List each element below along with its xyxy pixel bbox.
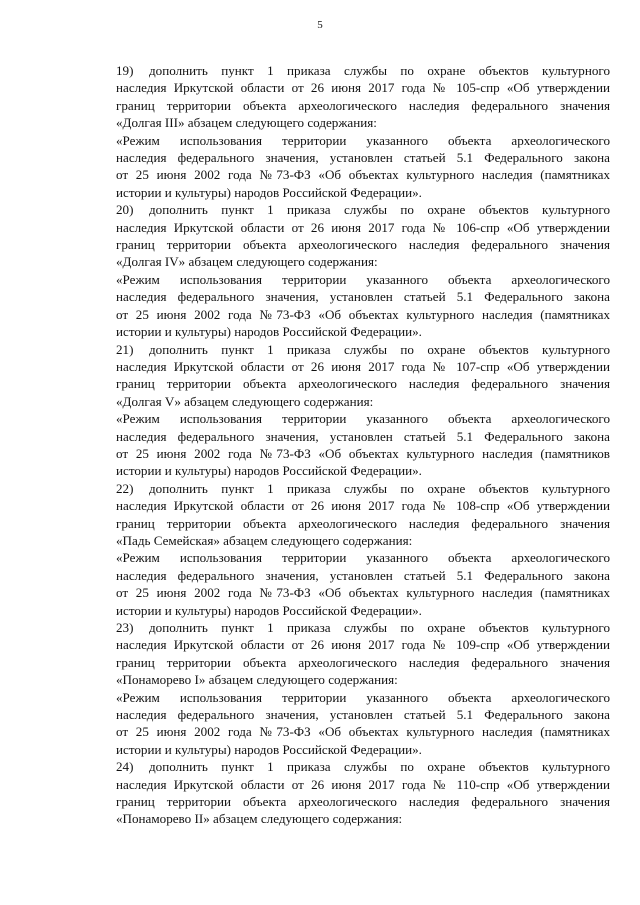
item-line: «Долгая V» абзацем следующего содержания:	[116, 393, 374, 409]
item-first-line	[76, 341, 610, 358]
list-item	[76, 480, 610, 550]
item-first-line	[76, 619, 610, 636]
quote-line: истории и культуры) народов Российской Федерации».	[116, 602, 422, 618]
quote-line: «Режим использования территории указанного объекта археологического	[116, 132, 610, 148]
item-first-line	[76, 480, 610, 497]
item-first-line	[76, 62, 610, 79]
item-line: наследия Иркутской области от 26 июня 2017 года № 108-спр «Об утверждении	[116, 498, 610, 514]
item-line: наследия Иркутской области от 26 июня 2017 года № 106-спр «Об утверждении	[116, 219, 610, 235]
item-text: дополнить пункт 1 приказа службы по охране объектов культурного	[149, 480, 610, 496]
item-text: дополнить пункт 1 приказа службы по охране объектов культурного	[149, 63, 610, 78]
item-text: дополнить пункт 1 приказа службы по охране объектов культурного	[149, 759, 610, 775]
quote-line: «Режим использования территории указанного объекта археологического	[116, 550, 610, 566]
quote-line: от 25 июня 2002 года №73-ФЗ «Об объектах культурного наследия (памятниках	[116, 306, 610, 322]
quote-line: «Режим использования территории указанного объекта археологического	[116, 689, 610, 705]
list-item	[76, 62, 610, 132]
item-number: 22)	[116, 480, 134, 496]
document-body	[76, 62, 610, 828]
item-line: «Понаморево I» абзацем следующего содержания:	[116, 672, 398, 688]
quote-line: истории и культуры) народов Российской Федерации».	[116, 741, 422, 757]
quote-line: наследия федерального значения, установлен статьей 5.1 Федерального закона	[116, 707, 610, 723]
item-line: границ территории объекта археологического наследия федерального значения	[116, 794, 610, 810]
item-first-line	[76, 201, 610, 218]
item-line: «Долгая III» абзацем следующего содержания:	[116, 115, 377, 131]
list-item	[76, 758, 610, 828]
quote-line: от 25 июня 2002 года №73-ФЗ «Об объектах культурного наследия (памятников	[116, 445, 610, 461]
item-number: 24)	[116, 759, 134, 775]
page-number: 5	[317, 19, 323, 31]
quote-line: наследия федерального значения, установлен статьей 5.1 Федерального закона	[116, 289, 610, 305]
item-line: границ территории объекта археологического наследия федерального значения	[116, 515, 610, 531]
quote-line: истории и культуры) народов Российской Федерации».	[116, 463, 422, 479]
quoted-paragraph	[76, 549, 610, 619]
item-line: «Понаморево II» абзацем следующего содержания:	[116, 811, 403, 827]
item-line: наследия Иркутской области от 26 июня 2017 года № 107-спр «Об утверждении	[116, 358, 610, 374]
item-text: дополнить пункт 1 приказа службы по охране объектов культурного	[149, 341, 610, 357]
item-number: 20)	[116, 202, 134, 218]
list-item	[76, 201, 610, 271]
item-line: «Долгая IV» абзацем следующего содержания:	[116, 254, 378, 270]
item-line: наследия Иркутской области от 26 июня 2017 года № 109-спр «Об утверждении	[116, 637, 610, 653]
list-item	[76, 619, 610, 689]
quote-line: «Режим использования территории указанного объекта археологического	[116, 271, 610, 287]
item-line: «Падь Семейская» абзацем следующего содержания:	[116, 532, 413, 548]
quote-line: наследия федерального значения, установлен статьей 5.1 Федерального закона	[116, 567, 610, 583]
quote-line: истории и культуры) народов Российской Федерации».	[116, 184, 422, 200]
quoted-paragraph	[76, 410, 610, 480]
item-line: границ территории объекта археологического наследия федерального значения	[116, 654, 610, 670]
item-line: границ территории объекта археологического наследия федерального значения	[116, 97, 610, 113]
item-line: границ территории объекта археологического наследия федерального значения	[116, 237, 610, 253]
quoted-paragraph	[76, 132, 610, 202]
quote-line: от 25 июня 2002 года №73-ФЗ «Об объектах культурного наследия (памятниках	[116, 167, 610, 183]
item-line: наследия Иркутской области от 26 июня 2017 года № 105-спр «Об утверждении	[116, 80, 610, 96]
quoted-paragraph	[76, 271, 610, 341]
item-number: 19)	[116, 63, 134, 78]
item-first-line	[76, 758, 610, 775]
item-line: границ территории объекта археологического наследия федерального значения	[116, 376, 610, 392]
quoted-paragraph	[76, 689, 610, 759]
quote-line: от 25 июня 2002 года №73-ФЗ «Об объектах культурного наследия (памятниках	[116, 724, 610, 740]
quote-line: «Режим использования территории указанного объекта археологического	[116, 411, 610, 427]
item-number: 21)	[116, 341, 134, 357]
quote-line: от 25 июня 2002 года №73-ФЗ «Об объектах культурного наследия (памятниках	[116, 585, 610, 601]
item-line: наследия Иркутской области от 26 июня 2017 года № 110-спр «Об утверждении	[116, 776, 610, 792]
quote-line: наследия федерального значения, установлен статьей 5.1 Федерального закона	[116, 428, 610, 444]
quote-line: истории и культуры) народов Российской Федерации».	[116, 324, 422, 340]
quote-line: наследия федерального значения, установлен статьей 5.1 Федерального закона	[116, 150, 610, 166]
item-text: дополнить пункт 1 приказа службы по охране объектов культурного	[149, 202, 610, 218]
item-number: 23)	[116, 620, 134, 635]
item-text: дополнить пункт 1 приказа службы по охране объектов культурного	[149, 620, 610, 635]
list-item	[76, 341, 610, 411]
